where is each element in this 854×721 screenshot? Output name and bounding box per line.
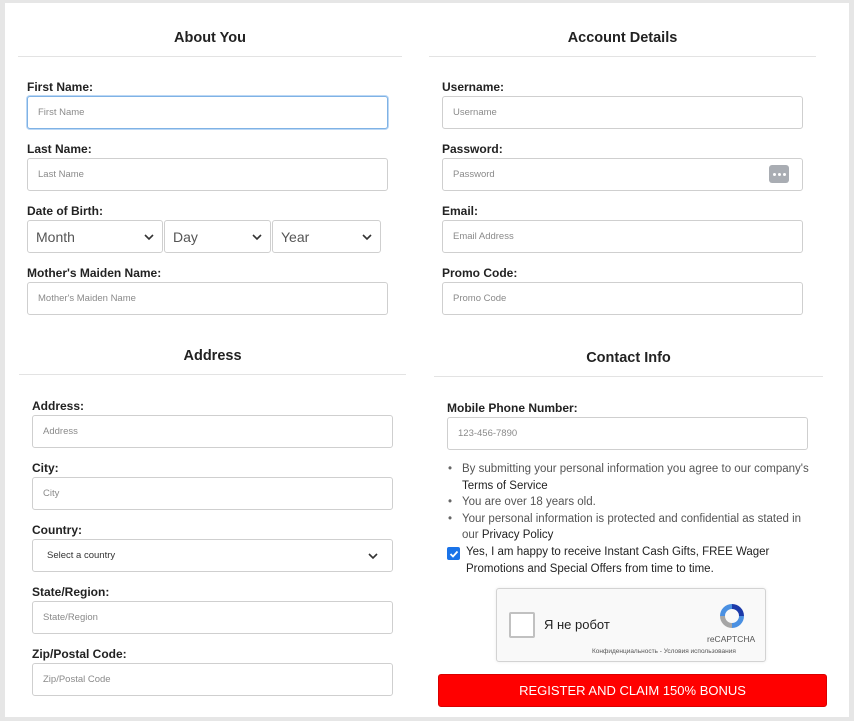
about-title: About You: [18, 30, 402, 57]
password-label: Password:: [442, 142, 503, 156]
dob-label: Date of Birth:: [27, 204, 103, 218]
registration-page: [5, 3, 849, 717]
city-label: City:: [32, 461, 59, 475]
year-select-value: Year: [281, 228, 310, 245]
list-item: [447, 511, 819, 544]
account-section: [429, 30, 816, 57]
email-label: Email:: [442, 204, 479, 218]
recaptcha-logo-icon: [717, 601, 747, 631]
password-manager-icon[interactable]: [769, 165, 789, 183]
address-input[interactable]: [32, 415, 393, 448]
maiden-name-label: Mother's Maiden Name:: [27, 266, 162, 280]
month-select[interactable]: [27, 220, 163, 253]
chevron-down-icon: [252, 232, 262, 242]
zip-input[interactable]: [32, 663, 393, 696]
privacy-text: Your personal information is protected and confidential as stated in our: [462, 512, 802, 541]
last-name-input[interactable]: [27, 158, 388, 191]
contact-title: Contact Info: [434, 350, 823, 377]
last-name-label: Last Name:: [27, 142, 92, 156]
terms-text: By submitting your personal information you agree to our company's: [462, 463, 809, 475]
first-name-label: First Name:: [27, 80, 94, 94]
address-section: [19, 348, 406, 375]
privacy-link[interactable]: Privacy Policy: [481, 529, 554, 541]
account-title: Account Details: [429, 30, 816, 57]
first-name-input[interactable]: [27, 96, 388, 129]
password-input[interactable]: [442, 158, 803, 191]
state-input[interactable]: [32, 601, 393, 634]
list-item: [447, 461, 819, 494]
about-section: [18, 30, 402, 57]
day-select[interactable]: [164, 220, 271, 253]
country-label: Country:: [32, 523, 82, 537]
list-item: [447, 494, 819, 511]
promo-code-input[interactable]: [442, 282, 803, 315]
chevron-down-icon: [144, 232, 154, 242]
chevron-down-icon: [362, 232, 372, 242]
consent-text: Yes, I am happy to receive Instant Cash Gifts, FREE Wager Promotions and Special Offers from time to time.: [466, 546, 770, 575]
username-label: Username:: [442, 80, 505, 94]
recaptcha-widget: [496, 588, 766, 662]
chevron-down-icon: [368, 551, 378, 561]
email-input[interactable]: [442, 220, 803, 253]
mobile-label: Mobile Phone Number:: [447, 401, 578, 415]
age-text: You are over 18 years old.: [462, 496, 596, 508]
recaptcha-links[interactable]: Конфиденциальность - Условия использования: [592, 648, 736, 655]
recaptcha-checkbox[interactable]: [509, 612, 535, 638]
recaptcha-brand: reCAPTCHA: [707, 634, 756, 644]
mobile-input[interactable]: [447, 417, 808, 450]
password-field: [442, 158, 803, 191]
terms-link[interactable]: Terms of Service: [462, 479, 548, 492]
username-input[interactable]: [442, 96, 803, 129]
promo-code-label: Promo Code:: [442, 266, 518, 280]
year-select[interactable]: [272, 220, 381, 253]
country-select-value: Select a country: [47, 550, 116, 561]
address-title: Address: [19, 348, 406, 375]
contact-section: [434, 350, 823, 377]
city-input[interactable]: [32, 477, 393, 510]
country-select[interactable]: [32, 539, 393, 572]
month-select-value: Month: [36, 228, 75, 245]
register-button[interactable]: REGISTER AND CLAIM 150% BONUS: [438, 674, 827, 707]
address-label: Address:: [32, 399, 85, 413]
state-label: State/Region:: [32, 585, 110, 599]
maiden-name-input[interactable]: [27, 282, 388, 315]
day-select-value: Day: [173, 228, 198, 245]
zip-label: Zip/Postal Code:: [32, 647, 127, 661]
recaptcha-label: Я не робот: [544, 617, 610, 632]
terms-list: [447, 461, 819, 544]
